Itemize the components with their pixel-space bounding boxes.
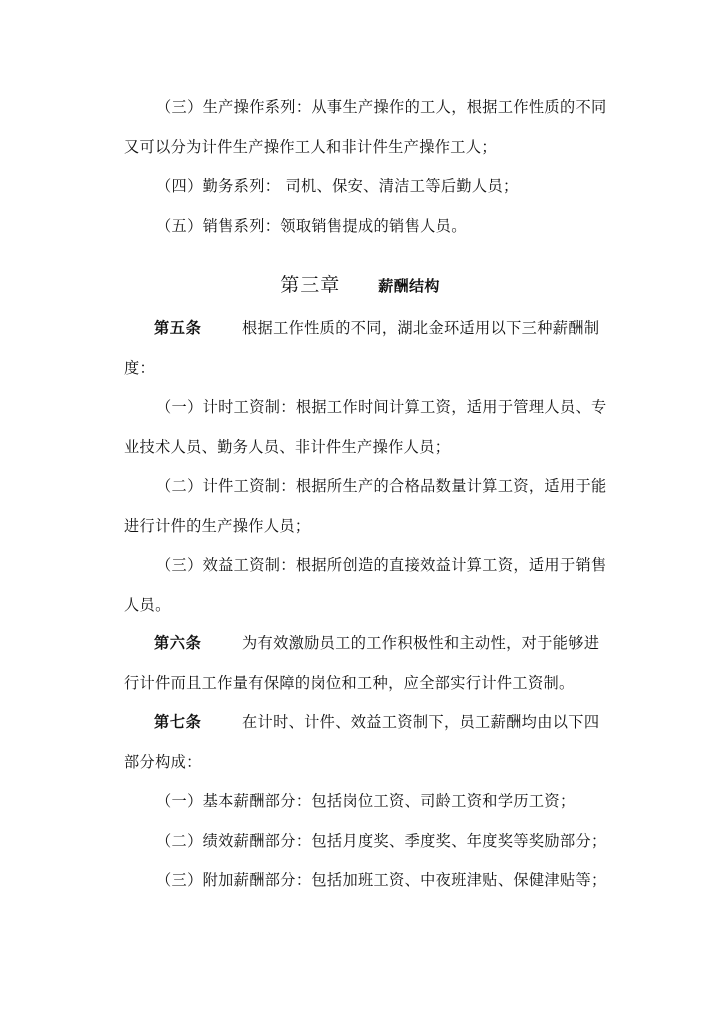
article-6-line-1 bbox=[124, 633, 614, 653]
article-6-text-1: 为有效激励员工的工作积极性和主动性，对于能够进 bbox=[242, 634, 600, 652]
component-additional-pay: （三）附加薪酬部分：包括加班工资、中夜班津贴、保健津贴等； bbox=[156, 871, 607, 889]
item-3-line-2: 人员。 bbox=[124, 596, 171, 614]
article-7-line-2: 部分构成： bbox=[124, 753, 202, 771]
item-1-line-1: （一）计时工资制：根据工作时间计算工资，适用于管理人员、专 bbox=[156, 398, 607, 416]
component-performance-pay: （二）绩效薪酬部分：包括月度奖、季度奖、年度奖等奖励部分； bbox=[156, 832, 607, 850]
item-2-line-1: （二）计件工资制：根据所生产的合格品数量计算工资，适用于能 bbox=[156, 477, 607, 495]
paragraph-sales-series: （五）销售系列：领取销售提成的销售人员。 bbox=[156, 217, 467, 235]
chapter-heading bbox=[0, 270, 720, 297]
article-7-text-1: 在计时、计件、效益工资制下，员工薪酬均由以下四 bbox=[242, 713, 600, 731]
item-2-line-2: 进行计件的生产操作人员； bbox=[124, 517, 311, 535]
paragraph-production-series-line-1: （三）生产操作系列：从事生产操作的工人，根据工作性质的不同 bbox=[156, 98, 607, 116]
chapter-title: 薪酬结构 bbox=[378, 277, 440, 295]
article-5-line-2: 度： bbox=[124, 359, 156, 377]
paragraph-production-series-line-2: 又可以分为计件生产操作工人和非计件生产操作工人； bbox=[124, 138, 497, 156]
article-7-label: 第七条 bbox=[154, 713, 202, 731]
component-basic-pay: （一）基本薪酬部分：包括岗位工资、司龄工资和学历工资； bbox=[156, 792, 576, 810]
article-5-label: 第五条 bbox=[154, 319, 202, 337]
paragraph-service-series: （四）勤务系列： 司机、保安、清洁工等后勤人员； bbox=[156, 177, 519, 195]
article-7-line-1 bbox=[124, 712, 614, 732]
item-3-line-1: （三）效益工资制：根据所创造的直接效益计算工资，适用于销售 bbox=[156, 556, 607, 574]
item-1-line-2: 业技术人员、勤务人员、非计件生产操作人员； bbox=[124, 438, 451, 456]
chapter-number: 第三章 bbox=[280, 274, 341, 296]
article-5-line-1 bbox=[124, 318, 614, 338]
article-6-label: 第六条 bbox=[154, 634, 202, 652]
article-6-line-2: 行计件而且工作量有保障的岗位和工种，应全部实行计件工资制。 bbox=[124, 674, 575, 692]
article-5-text-1: 根据工作性质的不同，湖北金环适用以下三种薪酬制 bbox=[242, 319, 600, 337]
